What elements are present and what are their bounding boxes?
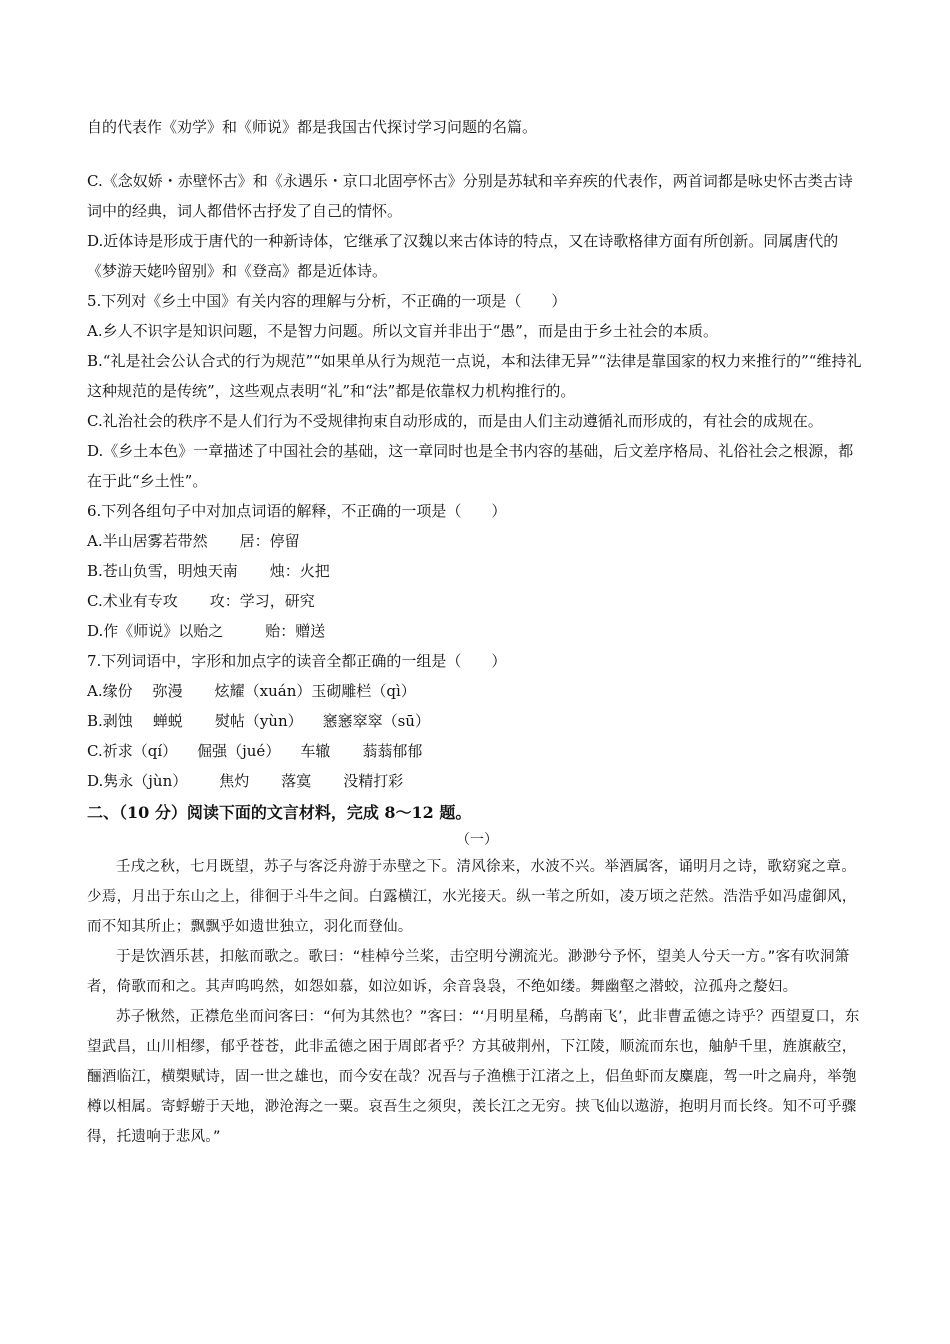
exam-page [87, 112, 867, 1152]
q7-option [87, 766, 867, 796]
q7-word: 车辙 [300, 742, 331, 760]
q6-option [87, 526, 867, 556]
q7-word: 玉砌雕栏（qì） [311, 682, 416, 700]
section-heading: 二、（10 分）阅读下面的文言材料，完成 8～12 题。 [87, 803, 472, 822]
q7-word: 没精打彩 [343, 772, 404, 790]
classical-passage [87, 852, 867, 1152]
q7-word: 焦灼 [219, 772, 250, 790]
q7-word: 窸窸窣窣（sū） [322, 712, 430, 730]
q7-option [87, 736, 867, 766]
q4-option-c: C.《念奴娇・赤壁怀古》和《永遇乐・京口北固亭怀古》分别是苏轼和辛弃疾的代表作，两首词都是咏史怀古类古诗词中的经典，词人都借怀古抒发了自己的情怀。 [87, 172, 853, 220]
q6-option [87, 616, 867, 646]
q6-gloss: 贻：赠送 [265, 622, 326, 640]
q6-gloss: 烛：火把 [269, 562, 330, 580]
q7-option [87, 676, 867, 706]
q7-word: 落寞 [281, 772, 312, 790]
subsection-label: （一） [456, 832, 498, 848]
q7-word: C.祈求（qí） [87, 742, 178, 760]
q5-option-c: C.礼治社会的秩序不是人们行为不受规律拘束自动形成的，而是由人们主动遵循礼而形成的，有社会的成规在。 [87, 412, 823, 430]
q7-word: A.缘份 [87, 682, 133, 700]
q5-option-b: B.“礼是社会公认合式的行为规范”“如果单从行为规范一点说，本和法律无异”“法律是靠国家的权力来推行的”“维持礼这种规范的是传统”，这些观点表明“礼”和“法”都是依靠权力机构推行的。 [87, 352, 862, 400]
q6-option [87, 556, 867, 586]
q7-word: 熨帖（yùn） [214, 712, 303, 730]
q7-word: 倔强（jué） [197, 742, 281, 760]
q6-gloss: 攻：学习，研究 [209, 592, 315, 610]
q5-stem: 5.下列对《乡土中国》有关内容的理解与分析，不正确的一项是（ ） [87, 292, 567, 310]
q6-sentence: D.作《师说》以贻之 [87, 622, 224, 640]
q7-word: 蝉蜕 [152, 712, 183, 730]
q6-sentence: C.术业有专攻 [87, 592, 178, 610]
continued-text: 自的代表作《劝学》和《师说》都是我国古代探讨学习问题的名篇。 [87, 118, 538, 136]
q6-option [87, 586, 867, 616]
passage-paragraph: 苏子愀然，正襟危坐而问客曰：“何为其然也？”客曰：“‘月明星稀，乌鹊南飞’，此非曹孟德之诗乎？西望夏口，东望武昌，山川相缪，郁乎苍苍，此非孟德之困于周郎者乎？方其破荆州，下江陵，顺流而东也，舳舻千里，旌旗蔽空，酾酒临江，横槊赋诗，固一世之雄也，而今安在哉？况吾与子渔樵于江渚之上，侣鱼虾而友麋鹿，驾一叶之扁舟，举匏樽以相属。寄蜉蝣于天地，渺沧海之一粟。哀吾生之须臾，羡长江之无穷。挟飞仙以遨游，抱明月而长终。知不可乎骤得，托遗响于悲风。” [87, 1009, 860, 1145]
q7-stem: 7.下列词语中，字形和加点字的读音全都正确的一组是（ ） [87, 652, 507, 670]
q6-gloss: 居：停留 [239, 532, 300, 550]
q7-word: 弥漫 [152, 682, 183, 700]
q5-option-a: A.乡人不识字是知识问题，不是智力问题。所以文盲并非出于“愚”，而是由于乡土社会的本质。 [87, 322, 718, 340]
q6-sentence: A.半山居雾若带然 [87, 532, 208, 550]
q7-word: B.剥蚀 [87, 712, 133, 730]
q6-sentence: B.苍山负雪，明烛天南 [87, 562, 238, 580]
q7-word: 炫耀（xuán） [214, 682, 312, 700]
q5-option-d: D.《乡土本色》一章描述了中国社会的基础，这一章同时也是全书内容的基础，后文差序格局、礼俗社会之根源，都在于此“乡土性”。 [87, 442, 854, 490]
q7-word: D.隽永（jùn） [87, 772, 188, 790]
q6-stem: 6.下列各组句子中对加点词语的解释，不正确的一项是（ ） [87, 502, 507, 520]
q7-option [87, 706, 867, 736]
passage-paragraph: 于是饮酒乐甚，扣舷而歌之。歌曰：“桂棹兮兰桨，击空明兮溯流光。渺渺兮予怀，望美人兮天一方。”客有吹洞箫者，倚歌而和之。其声呜呜然，如怨如慕，如泣如诉，余音袅袅，不绝如缕。舞幽壑之潜蛟，泣孤舟之嫠妇。 [87, 949, 850, 995]
q4-option-d: D.近体诗是形成于唐代的一种新诗体，它继承了汉魏以来古体诗的特点，又在诗歌格律方面有所创新。同属唐代的《梦游天姥吟留别》和《登高》都是近体诗。 [87, 232, 839, 280]
spacer [87, 142, 867, 166]
passage-paragraph: 壬戌之秋，七月既望，苏子与客泛舟游于赤壁之下。清风徐来，水波不兴。举酒属客，诵明月之诗，歌窈窕之章。少焉，月出于东山之上，徘徊于斗牛之间。白露横江，水光接天。纵一苇之所如，凌万顷之茫然。浩浩乎如冯虚御风，而不知其所止；飘飘乎如遗世独立，羽化而登仙。 [87, 859, 857, 935]
q7-word: 蓊蓊郁郁 [362, 742, 423, 760]
